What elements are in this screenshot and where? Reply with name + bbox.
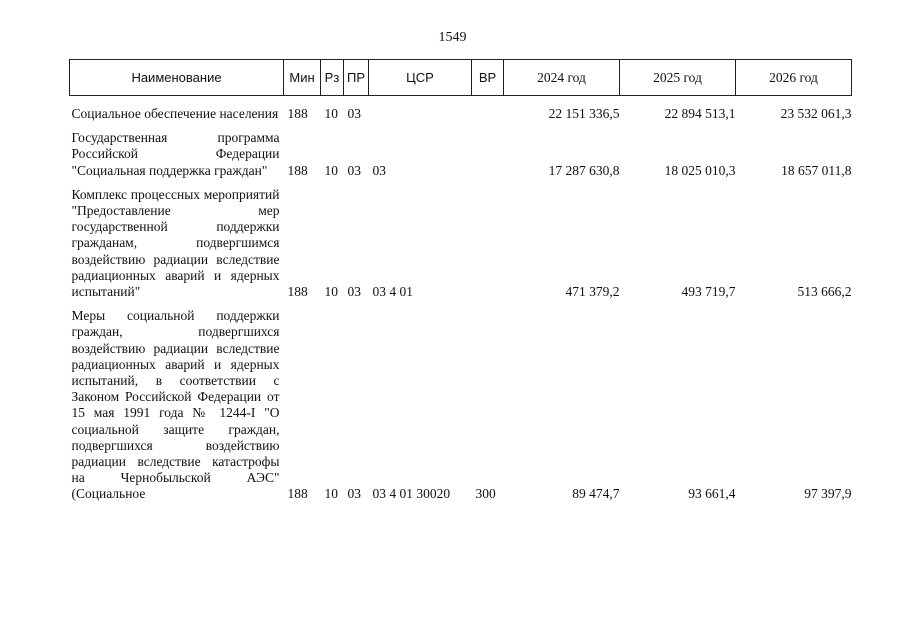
row-csr: 03 4 01 30020 [372,486,451,502]
row-pr: 03 [347,486,361,502]
row-rz: 10 [324,486,338,502]
table-row [70,300,852,502]
row-vr [472,96,504,123]
row-2026: 97 397,9 [804,486,852,502]
row-pr: 03 [347,106,361,121]
table-row [70,122,852,179]
row-pr: 03 [347,284,361,300]
row-min: 188 [287,486,308,502]
row-name: Меры социальной поддержки граждан, подвергшихся воздействию радиации вследствие радиационных аварий и ядерных испытаний, в соответствии с Законом Российской Федерации от 15 мая 1991 года № 1244-I "О социальной защите граждан, подвергшихся воздействию радиации вследствие катастрофы на Чернобыльской АЭС" (Социальное [71,308,280,502]
row-vr: 300 [475,486,496,502]
row-2026: 23 532 061,3 [780,106,852,121]
row-2024: 17 287 630,8 [548,162,620,178]
row-vr [472,179,504,300]
row-min: 188 [287,162,308,178]
row-min: 188 [287,284,308,300]
row-name: Комплекс процессных мероприятий "Предоставление мер государственной поддержки гражданам, подвергшимся воздействию радиации вследствие радиационных аварий и ядерных испытаний" [71,186,280,300]
table-header [70,60,852,96]
row-min: 188 [287,106,308,121]
row-2026: 18 657 011,8 [781,162,852,178]
table-row [70,96,852,123]
row-rz: 10 [324,162,338,178]
row-2024: 471 379,2 [565,284,620,300]
row-2026: 513 666,2 [797,284,852,300]
header-2026: 2026 год [736,60,852,96]
row-rz: 10 [324,106,338,121]
row-rz: 10 [324,284,338,300]
row-2025: 493 719,7 [681,284,736,300]
table-row [70,179,852,300]
header-pr: ПР [344,60,369,96]
row-2024: 22 151 336,5 [548,106,620,121]
row-name: Социальное обеспечение населения [71,106,279,121]
header-csr: ЦСР [369,60,472,96]
header-name: Наименование [70,60,284,96]
header-2024: 2024 год [504,60,620,96]
row-2025: 93 661,4 [688,486,736,502]
row-vr [472,122,504,179]
row-csr: 03 4 01 [372,284,413,300]
page-number: 1549 [438,30,467,45]
row-2024: 89 474,7 [572,486,620,502]
header-vr: ВР [472,60,504,96]
row-csr: 03 [372,162,386,178]
row-2025: 22 894 513,1 [664,106,736,121]
row-name: Государственная программа Российской Федерации "Социальная поддержка граждан" [71,130,280,178]
row-csr [369,96,472,123]
header-2025: 2025 год [620,60,736,96]
table-body [70,96,852,503]
row-2025: 18 025 010,3 [664,162,736,178]
header-rz: Рз [321,60,344,96]
header-min: Мин [284,60,321,96]
budget-table [69,59,852,503]
row-pr: 03 [347,162,361,178]
